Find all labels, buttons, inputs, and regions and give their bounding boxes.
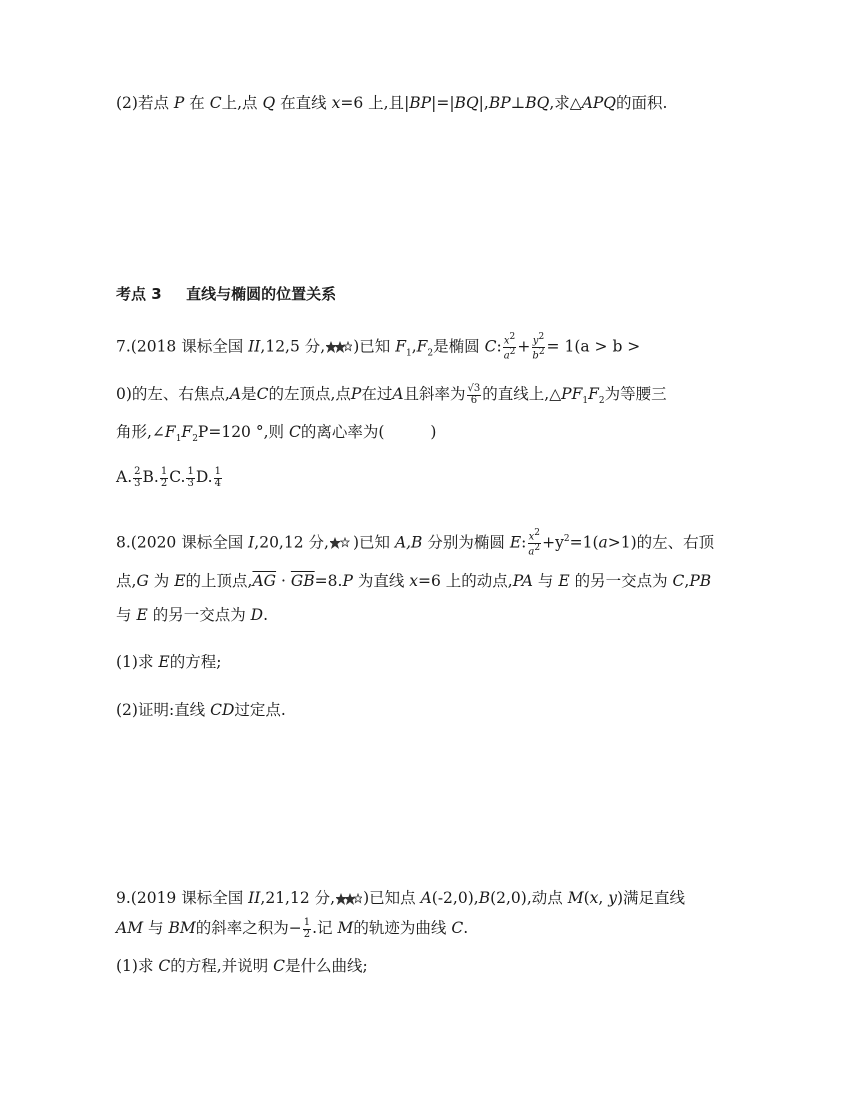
var-E: E — [136, 606, 148, 624]
plus-sign: + — [517, 337, 531, 356]
angle-F1F2P: F — [164, 423, 176, 441]
option-label: A. — [116, 468, 133, 486]
var-b: b — [532, 350, 539, 362]
var-P: P — [173, 94, 185, 112]
var-y: y — [608, 889, 617, 907]
text: 分别为椭圆 — [427, 533, 505, 552]
var-F2: F — [416, 337, 428, 356]
text: )已知 — [352, 533, 390, 552]
text: 的方程,并说明 — [170, 957, 269, 975]
option-num: 2 — [134, 466, 141, 477]
seg-BP: BP — [488, 94, 511, 112]
text: 的上顶点, — [185, 572, 253, 590]
var-AM: AM — [116, 919, 144, 937]
option-num: 1 — [160, 466, 168, 477]
text: 为等腰三 — [604, 385, 667, 403]
text: : — [521, 533, 527, 552]
source: (2020 课标全国 — [130, 533, 244, 552]
fraction-y2-b2: $\frac{y^2}{b^2}$ — [532, 332, 545, 362]
var-C: C — [484, 337, 497, 356]
option-num: 1 — [214, 466, 221, 477]
text: 的另一交点为 — [152, 606, 246, 624]
source: (2019 课标全国 — [130, 889, 244, 907]
part-label: (2) — [116, 94, 138, 112]
question-8-line-2 — [116, 570, 711, 593]
var-C: C — [672, 572, 685, 590]
text: >1)的左、右顶 — [607, 533, 715, 552]
six: 6 — [470, 394, 478, 406]
triangle-PF1F2: PF — [561, 385, 583, 403]
var-E: E — [558, 572, 570, 590]
question-7-line-2: 0)的左、右焦点,A是C的左顶点,点P在过A且斜率为 $\frac{√3}{6}$ 的直线上$,\triangle PF_1F_2$为等腰三 — [116, 383, 667, 407]
text: P=120 °,则 — [197, 423, 285, 441]
question-8-line-1: 8.(2020 课标全国 I,20,12 分, )已知 A,B 分别为椭圆 E: $\frac{x^2}{a^2}$ $+y^2=1(a>1)$的左、右顶 — [116, 528, 715, 558]
var-Q: Q — [262, 94, 276, 112]
difficulty-stars-icon — [326, 341, 352, 353]
roman-numeral: II — [248, 337, 261, 356]
fraction-x2-a2: $\frac{x^2}{a^2}$ — [528, 528, 541, 558]
text: 的方程; — [169, 653, 222, 671]
var-M: M — [337, 919, 354, 937]
source: (2018 课标全国 — [130, 337, 244, 356]
text: 上,点 — [221, 94, 258, 112]
option-a — [116, 466, 143, 489]
text: = 1(a > b > — [546, 337, 641, 356]
fraction-x2-a2: $\frac{x^2}{a^2}$ — [503, 332, 516, 362]
text: 与 — [537, 572, 554, 590]
var-x: x — [589, 889, 599, 907]
text: 为 — [153, 572, 170, 590]
question-9-part-1 — [116, 955, 368, 978]
seg-BQ: BQ — [525, 94, 550, 112]
question-8-part-1 — [116, 651, 221, 674]
text: .记 — [312, 919, 333, 937]
abs-BP: |BP| — [404, 94, 437, 112]
option-den: 2 — [160, 477, 168, 489]
var-E: E — [158, 653, 170, 671]
var-M: M — [567, 889, 584, 907]
text: 且斜率为 — [403, 385, 466, 403]
text: +y — [542, 533, 564, 552]
var-y: y — [532, 335, 539, 347]
meta: ,21,12 分, — [260, 889, 336, 907]
text: (2,0),动点 — [490, 889, 563, 907]
frac-den: 2 — [303, 928, 311, 940]
meta: ,12,5 分, — [260, 337, 326, 356]
text: )满足直线 — [617, 889, 686, 907]
triangle-APQ: APQ — [581, 94, 617, 112]
text: (-2,0), — [431, 889, 479, 907]
text: 与 — [148, 919, 164, 937]
text: 是什么曲线; — [285, 957, 368, 975]
roman-numeral: II — [248, 889, 261, 907]
text: 的直线上,△ — [482, 385, 562, 403]
question-7-line-1: 7.(2018 课标全国 II,12,5 分, )已知 $F_1,F_2$是椭圆 C: $\frac{x^2}{a^2}$ + $\frac{y^2}{b^2}$ = 1(a > b > — [116, 332, 641, 362]
text: . — [463, 919, 469, 937]
question-9-line-2 — [116, 917, 468, 940]
option-label: B. — [142, 468, 159, 486]
question-7-line-3: 角形$,\angle F_1F_2P=120$ °,则 C的离心率为( ) — [116, 423, 437, 445]
text: 为直线 — [357, 572, 405, 590]
question-7-options — [116, 466, 223, 489]
text: ( — [583, 889, 590, 907]
option-num: 1 — [187, 466, 194, 477]
var-C: C — [209, 94, 222, 112]
option-den: 4 — [214, 477, 221, 489]
frac-num: 1 — [303, 917, 311, 928]
question-number: 7. — [116, 337, 131, 356]
var-BM: BM — [168, 919, 196, 937]
text: (2)证明:直线 — [116, 701, 206, 719]
section-heading — [116, 283, 336, 306]
fraction-1-2 — [303, 918, 311, 940]
text: ,求△ — [549, 94, 582, 112]
text: 0)的左、右焦点, — [116, 385, 230, 403]
question-8-line-3 — [116, 604, 268, 627]
var-PB: PB — [689, 572, 712, 590]
var-a: a — [528, 546, 535, 558]
vector-AG: $\overline{AG}$ — [252, 572, 277, 590]
var-C: C — [288, 423, 301, 441]
question-8-part-2 — [116, 699, 286, 722]
var-a: a — [503, 350, 510, 362]
text: 的面积. — [616, 94, 668, 112]
text: =6 上,且 — [340, 94, 405, 112]
text: (1)求 — [116, 957, 154, 975]
text: 是 — [241, 385, 257, 403]
text: ) — [430, 423, 437, 441]
question-number: 9. — [116, 889, 131, 907]
text: 在过 — [361, 385, 393, 403]
perp-sign: ⊥ — [510, 94, 526, 112]
option-d — [195, 466, 223, 489]
option-b — [142, 466, 170, 489]
text: 的斜率之积为− — [195, 919, 302, 937]
text: 若点 — [137, 94, 169, 112]
question-9-line-1 — [116, 887, 685, 910]
text: (1)求 — [116, 653, 154, 671]
text: 在直线 — [280, 94, 327, 112]
var-C: C — [273, 957, 286, 975]
text: : — [496, 337, 502, 356]
text: 过定点. — [234, 701, 286, 719]
var-P: P — [350, 385, 362, 403]
var-AB: A,B — [394, 533, 423, 552]
text: , — [411, 337, 417, 356]
text: )已知点 — [363, 889, 416, 907]
sqrt3: √3 — [467, 383, 481, 394]
var-x: x — [331, 94, 341, 112]
var-E: E — [174, 572, 186, 590]
var-x: x — [528, 531, 535, 543]
var-F1: F — [395, 337, 406, 356]
option-label: C. — [169, 468, 186, 486]
text: 点, — [116, 572, 137, 590]
var-PA: PA — [512, 572, 533, 590]
text: = — [436, 94, 450, 112]
text: 的左顶点,点 — [268, 385, 351, 403]
text: 的离心率为( — [300, 423, 385, 441]
text: 在 — [189, 94, 205, 112]
option-label: D. — [195, 468, 213, 486]
text: =1( — [569, 533, 599, 552]
text: )已知 — [353, 337, 391, 356]
section-title: 直线与椭圆的位置关系 — [186, 285, 337, 303]
text: 的另一交点为 — [574, 572, 668, 590]
var-a: a — [598, 533, 608, 552]
text: 是椭圆 — [433, 337, 480, 356]
var-D: D — [250, 606, 264, 624]
text: =8. — [314, 572, 343, 590]
option-c — [169, 466, 196, 489]
text: 角形,∠ — [116, 423, 165, 441]
var-C: C — [256, 385, 269, 403]
var-E: E — [509, 533, 522, 552]
question-6-part-2 — [116, 92, 667, 115]
text: , — [598, 889, 609, 907]
text: , — [483, 94, 489, 112]
var-A: A — [229, 385, 242, 403]
text: , — [684, 572, 690, 590]
option-den: 3 — [187, 477, 194, 489]
var-C: C — [158, 957, 171, 975]
text: =6 上的动点, — [418, 572, 513, 590]
dot-operator: · — [281, 572, 286, 590]
abs-BQ: |BQ| — [449, 94, 484, 112]
difficulty-stars-icon — [330, 537, 352, 549]
var-B: B — [478, 889, 491, 907]
var-CD: CD — [210, 701, 235, 719]
var-A: A — [420, 889, 432, 907]
var-A: A — [392, 385, 404, 403]
meta: ,20,12 分, — [254, 533, 329, 552]
text: . — [263, 606, 269, 624]
fraction-sqrt3-6 — [467, 384, 482, 406]
var-P: P — [342, 572, 353, 590]
roman-numeral: I — [248, 533, 255, 552]
question-number: 8. — [116, 533, 131, 552]
text: 的轨迹为曲线 — [353, 919, 447, 937]
var-x: x — [409, 572, 419, 590]
var-x: x — [503, 335, 510, 347]
var-G: G — [136, 572, 149, 590]
section-label: 考点 3 — [116, 285, 162, 303]
vector-GB: $\overline{GB}$ — [290, 572, 315, 590]
text: 与 — [116, 606, 132, 624]
var-C: C — [451, 919, 464, 937]
option-den: 3 — [134, 477, 141, 489]
difficulty-stars-icon — [336, 893, 362, 905]
